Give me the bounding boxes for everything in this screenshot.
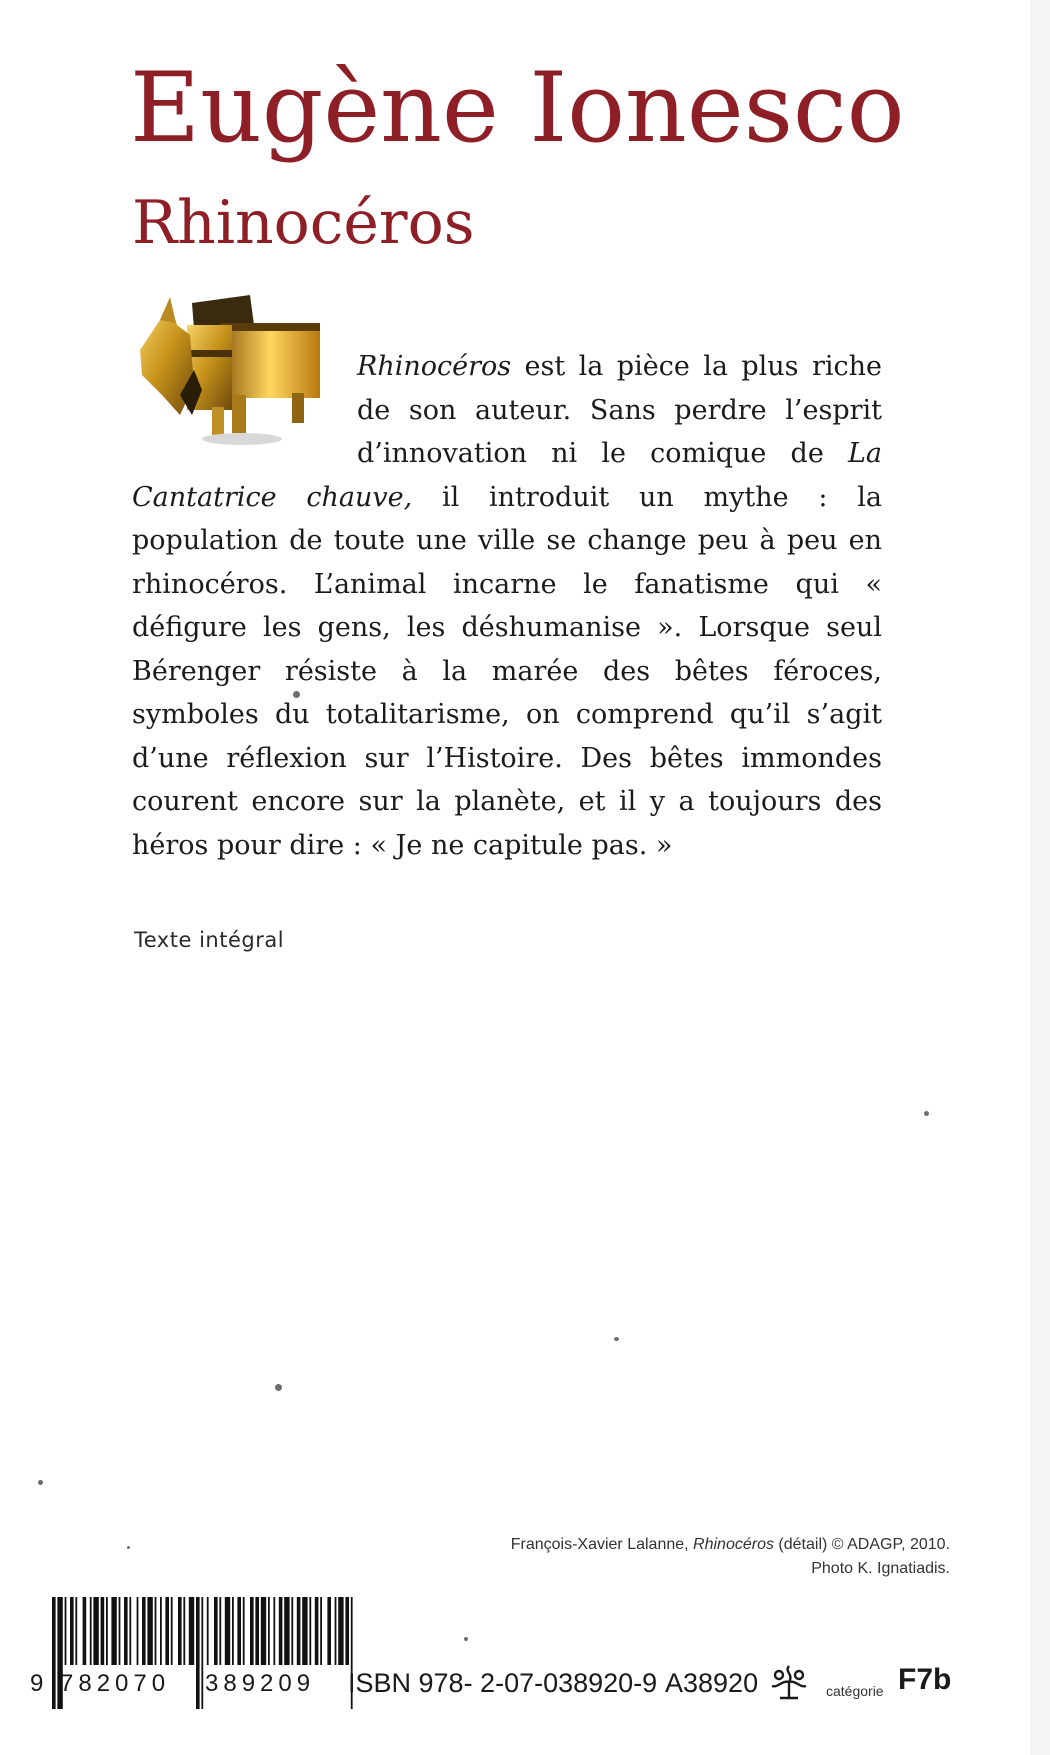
category-label: catégorie [826,1683,884,1699]
credit-work: Rhinocéros [693,1536,774,1553]
blurb-title-italic: Rhinocéros [357,351,512,382]
author-name: Eugène Ionesco [130,52,905,164]
blurb-text [132,345,882,867]
dust-speck [293,691,300,698]
credit-artist: François-Xavier Lalanne, [510,1536,694,1553]
dust-speck [464,1637,468,1641]
barcode-first-digit: 9 [30,1670,44,1697]
category-value: F7b [898,1663,952,1696]
blurb-work-italic: La Cantatrice chauve, [132,438,882,513]
product-code: A38920 [665,1668,759,1698]
book-title: Rhinocéros [132,188,475,258]
full-text-mention: Texte intégral [134,928,285,952]
blurb-part1: est la pièce la plus riche de son auteur. Sans perdre l’esprit d’innovation ni le comique de [357,351,882,469]
isbn: ISBN 978- 2-07-038920-9 [348,1668,658,1698]
dust-speck [38,1480,43,1485]
blurb-part2: il introduit un mythe : la population de toute une ville se change peu à peu en rhinocéros. L’animal incarne le fanatisme qui « défigure les gens, les déshumanise ». Lorsque seul Bérenger résiste à la marée des bêtes féroces, symboles du totalitarisme, on comprend qu’il s’agit d’une réflexion sur l’Histoire. Des bêtes immondes courent encore sur la planète, et il y a toujours des héros pour dire : « Je ne capitule pas. » [132,481,882,861]
photo-credit: Photo K. Ignatiadis. [811,1560,950,1577]
barcode-group-1: 782070 [60,1670,171,1697]
dust-speck [924,1111,929,1116]
image-credit [511,1533,950,1581]
credit-rest: (détail) © ADAGP, 2010. [773,1536,950,1553]
dust-speck [614,1337,619,1341]
dust-speck [275,1384,282,1391]
image-credit-line [511,1533,950,1557]
barcode [30,1597,360,1727]
barcode-group-2: 389209 [205,1670,316,1697]
dust-speck [127,1546,130,1549]
folio-logo-icon [768,1662,810,1704]
